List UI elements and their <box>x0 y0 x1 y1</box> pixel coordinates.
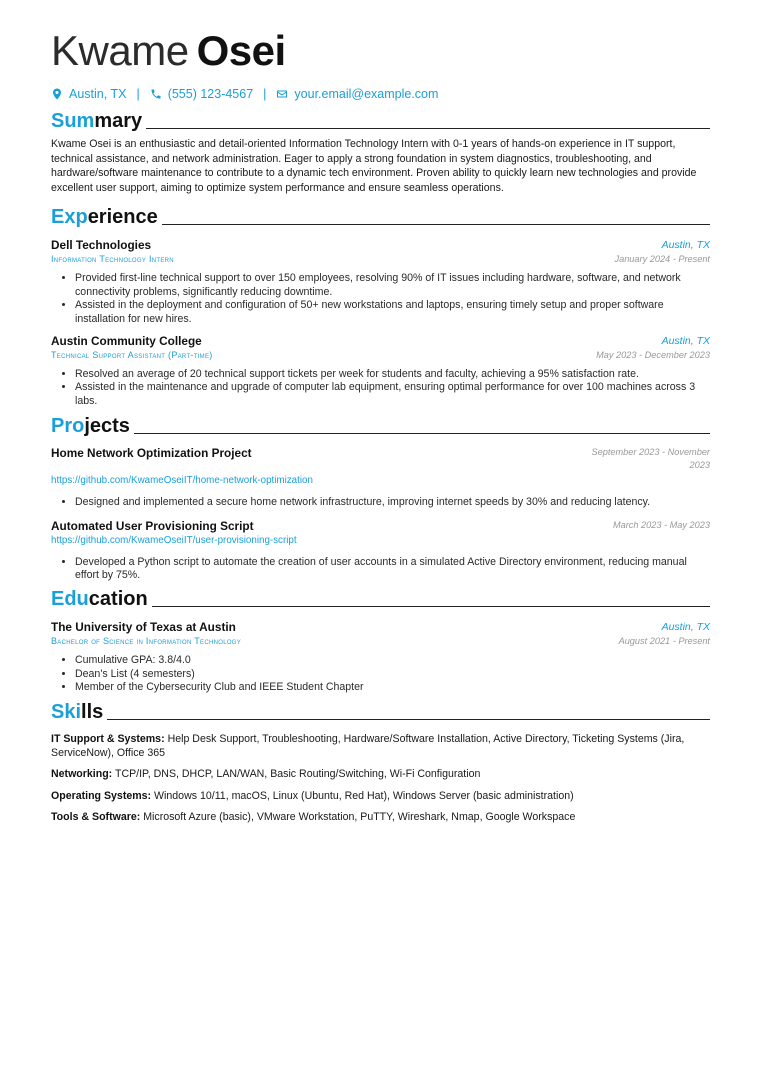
job-bullets <box>51 368 710 408</box>
education-entry <box>51 620 710 694</box>
projects-heading <box>51 413 710 437</box>
bullet-item: • Member of the Cybersecurity Club and IEEE Student Chapter <box>75 681 710 694</box>
section-divider <box>134 433 710 434</box>
bullet-item: • Cumulative GPA: 3.8/4.0 <box>75 654 710 667</box>
bullet-item: • Assisted in the deployment and configuration of 50+ new workstations and laptops, ensuring timely setup and proper software installation for new hires. <box>75 299 710 326</box>
education-bullets <box>51 654 710 694</box>
experience-title-rest: erience <box>87 206 158 229</box>
contact-phone[interactable] <box>150 87 253 101</box>
skills-heading <box>51 699 710 723</box>
bullet-item: • Assisted in the maintenance and upgrade of computer lab equipment, ensuring optimal performance for over 100 machines across 3 labs. <box>75 381 710 408</box>
map-marker-icon <box>51 88 63 100</box>
experience-heading <box>51 204 710 228</box>
project-dates: March 2023 - May 2023 <box>612 519 710 530</box>
school-name: The University of Texas at Austin <box>51 620 236 635</box>
bullet-item: • Resolved an average of 20 technical support tickets per week for students and faculty, achieving a 95% satisfaction rate. <box>75 368 710 381</box>
contact-separator: | <box>263 87 267 101</box>
project-bullets <box>51 496 710 509</box>
bullet-item: • Dean's List (4 semesters) <box>75 668 710 681</box>
resume-content <box>51 28 710 832</box>
section-divider <box>152 606 710 607</box>
bullet-item: • Provided first-line technical support to over 150 employees, resolving 90% of IT issues including hardware, software, and network connectivity problems, significantly reducing downtime. <box>75 272 710 299</box>
project-name: Automated User Provisioning Script <box>51 518 254 533</box>
section-divider <box>107 719 710 720</box>
project-entry <box>51 446 710 509</box>
skill-category: Tools & Software: <box>51 811 141 824</box>
experience-title-accent: Exp <box>51 206 88 229</box>
skills-list <box>51 732 710 825</box>
skill-row <box>51 789 710 803</box>
envelope-icon <box>276 88 288 100</box>
contact-location <box>51 87 126 101</box>
phone-text: (555) 123-4567 <box>167 87 254 101</box>
employer-name: Dell Technologies <box>51 238 152 253</box>
summary-heading <box>51 108 710 132</box>
bullet-item: • Developed a Python script to automate the creation of user accounts in a simulated Active Directory environment, reducing manual effort by 75%. <box>75 556 710 583</box>
location-text: Austin, TX <box>69 87 127 101</box>
experience-entry <box>51 238 710 326</box>
section-divider <box>162 224 710 225</box>
skill-values: Windows 10/11, macOS, Linux (Ubuntu, Red Hat), Windows Server (basic administration) <box>154 789 574 802</box>
job-location: Austin, TX <box>661 335 710 347</box>
degree-title: Bachelor of Science in Information Technology <box>51 636 242 647</box>
job-title: Information Technology Intern <box>51 254 174 265</box>
contact-line <box>51 86 710 102</box>
education-heading <box>51 586 710 610</box>
bullet-item: • Designed and implemented a secure home network infrastructure, improving internet speeds by 30% and reducing latency. <box>75 496 710 509</box>
employer-name: Austin Community College <box>51 334 202 348</box>
email-text: your.email@example.com <box>294 87 439 101</box>
project-link[interactable]: https://github.com/KwameOseiIT/user-provisioning-script <box>51 534 297 546</box>
contact-separator: | <box>136 87 140 101</box>
summary-title-accent: Sum <box>51 110 95 132</box>
summary-text: Kwame Osei is an enthusiastic and detail-oriented Information Technology Intern with 0-1 years of hands-on experience in IT support, technical assistance, and network administration. Eager to apply a strong foundation in system diagnostics, troubleshooting, and hardware/software maintenance to contribute to a dynamic tech environment. Proven ability to quickly learn new technologies and provide excellent user support, aiming to optimize system performance and ensure seamless operations. <box>51 138 697 194</box>
skill-category: IT Support & Systems: <box>51 732 165 745</box>
project-dates: September 2023 - November 2023 <box>591 447 710 471</box>
projects-title-accent: Pro <box>51 415 85 438</box>
project-link[interactable]: https://github.com/KwameOseiIT/home-network-optimization <box>51 475 313 487</box>
experience-entry <box>51 334 710 408</box>
job-bullets <box>51 272 710 326</box>
skills-title-accent: Ski <box>51 700 82 723</box>
job-location: Austin, TX <box>661 239 710 252</box>
skill-row <box>51 767 710 781</box>
education-title-accent: Edu <box>51 588 89 611</box>
skill-values: Help Desk Support, Troubleshooting, Hardware/Software Installation, Active Directory, Ticketing Systems (Jira, ServiceNow), Office 365 <box>51 732 685 760</box>
skill-category: Operating Systems: <box>51 789 152 802</box>
skill-values: Microsoft Azure (basic), VMware Workstation, PuTTY, Wireshark, Nmap, Google Workspace <box>143 811 576 824</box>
skills-title-rest: lls <box>81 700 104 723</box>
project-entry <box>51 519 710 583</box>
school-location: Austin, TX <box>661 621 710 634</box>
skill-row <box>51 732 710 761</box>
project-bullets <box>51 556 710 583</box>
skill-values: TCP/IP, DNS, DHCP, LAN/WAN, Basic Routing/Switching, Wi-Fi Configuration <box>114 768 481 781</box>
education-title-rest: cation <box>88 588 148 611</box>
job-title: Technical Support Assistant (Part-time) <box>51 350 213 360</box>
skill-row <box>51 810 710 824</box>
contact-email[interactable] <box>276 87 438 101</box>
last-name: Osei <box>196 27 286 74</box>
job-dates: May 2023 - December 2023 <box>596 350 710 360</box>
project-name: Home Network Optimization Project <box>51 446 252 461</box>
first-name: Kwame <box>51 27 189 74</box>
job-dates: January 2024 - Present <box>614 254 710 265</box>
summary-title-rest: mary <box>94 110 143 132</box>
education-dates: August 2021 - Present <box>618 636 710 647</box>
section-divider <box>146 128 710 129</box>
candidate-name <box>51 28 710 74</box>
projects-title-rest: jects <box>84 415 130 438</box>
skill-category: Networking: <box>51 768 113 781</box>
phone-icon <box>150 88 162 100</box>
